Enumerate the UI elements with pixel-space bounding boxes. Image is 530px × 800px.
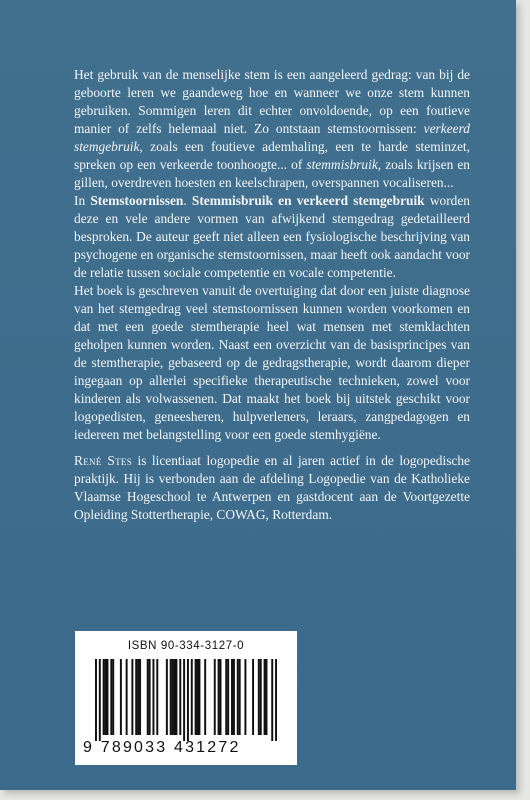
barcode-bar bbox=[195, 659, 197, 735]
barcode-bar bbox=[187, 659, 189, 741]
barcode-bar bbox=[252, 659, 254, 735]
barcode-bar bbox=[220, 659, 222, 735]
barcode-bar bbox=[105, 659, 107, 735]
barcode-bar bbox=[231, 659, 233, 735]
barcode-bar bbox=[218, 659, 220, 735]
barcode-bar bbox=[179, 659, 181, 735]
book-subtitle-ref: Stemmisbruik en verkeerd stemgebruik bbox=[191, 193, 425, 208]
barcode-bar bbox=[120, 659, 122, 735]
barcode-bar bbox=[237, 659, 239, 735]
blurb-paragraph-2: In Stemstoornissen. Stemmisbruik en verkeerd stemgebruik worden deze en vele andere vormen van afwijkend stemgedrag gedetailleerd besproken. De auteur geeft niet alleen een fysiologische beschrijving van psychogene en organische stemstoornissen, maar heeft ook aandacht voor de relatie tussen sociale competentie en vocale competentie. bbox=[74, 193, 470, 280]
barcode-bar bbox=[214, 659, 216, 735]
barcode-bar bbox=[174, 659, 176, 735]
barcode-bar bbox=[191, 659, 193, 735]
barcode-bar bbox=[131, 659, 133, 735]
barcode-bar bbox=[147, 659, 149, 735]
barcode-bar bbox=[233, 659, 235, 735]
barcode-bar bbox=[204, 659, 206, 735]
barcode-bar bbox=[227, 659, 229, 735]
blurb-paragraph-3: Het boek is geschreven vanuit de overtuiging dat door een juiste diagnose van het stemgedrag veel stemstoornissen kunnen worden voorkomen en dat met een goede stemtherapie heel wat mensen met stemklachten geholpen kunnen worden. Naast een overzicht van de basisprincipes van de stemtherapie, gebaseerd op de gedragstherapie, wordt daarom dieper ingegaan op allerlei specifieke therapeutische technieken, zowel voor kinderen als volwassenen. Dat maakt het boek bij uitstek geschikt voor logopedisten, geneesheren, hulpverleners, leraars, zangpedagogen en iedereen met belangstelling voor een goede stemhygiëne. bbox=[74, 283, 470, 442]
barcode-bar bbox=[152, 659, 154, 735]
barcode-bar bbox=[137, 659, 139, 735]
term-verkeerd-stemgebruik: verkeerd stemgebruik, bbox=[74, 121, 470, 154]
barcode-bar bbox=[264, 659, 266, 735]
barcode-bar bbox=[275, 659, 277, 741]
term-stemmisbruik: stemmisbruik, bbox=[306, 157, 382, 172]
isbn-label: ISBN 90-334-3127-0 bbox=[127, 640, 245, 652]
barcode-bar bbox=[172, 659, 174, 735]
barcode-bar bbox=[95, 659, 97, 741]
barcode-bar bbox=[170, 659, 172, 735]
barcode-bar bbox=[126, 659, 128, 735]
barcode-bar bbox=[99, 659, 101, 741]
barcode-bar bbox=[244, 659, 246, 735]
barcode-bar bbox=[139, 659, 141, 735]
author-name: René Stes bbox=[74, 453, 133, 468]
barcode-bar bbox=[112, 659, 114, 735]
barcode-bars bbox=[95, 659, 277, 741]
blurb-paragraph-1: Het gebruik van de menselijke stem is een aangeleerd gedrag: van bij de geboorte leren we gaandeweg hoe en wanneer we onze stem kunnen gebruiken. Sommigen leren dit echter onvoldoende, op een foutieve manier of zelfs helemaal niet. Zo ontstaan stemstoornissen: verkeerd stemgebruik, zoals een foutieve ademhaling, een te harde steminzet, spreken op een verkeerde toonhoogte... of stemmisbruik, zoals krijsen en gillen, overdreven hoesten en keelschrapen, overspannen vocaliseren... bbox=[74, 67, 470, 190]
barcode-bar bbox=[197, 659, 199, 735]
blurb-text bbox=[74, 66, 470, 524]
barcode-bar bbox=[225, 659, 227, 735]
barcode-bar bbox=[198, 659, 200, 735]
barcode-box bbox=[75, 631, 297, 765]
barcode-bar bbox=[110, 659, 112, 735]
barcode-bar bbox=[260, 659, 262, 735]
book-title-ref: Stemstoornissen bbox=[90, 193, 184, 208]
barcode-bar bbox=[183, 659, 185, 741]
barcode-bar bbox=[175, 659, 177, 735]
barcode-bar bbox=[135, 659, 137, 735]
barcode-bar bbox=[106, 659, 108, 735]
barcode-bar bbox=[103, 659, 105, 735]
author-bio: René Stes is licentiaat logopedie en al jaren actief in de logopedische praktijk. Hij is verbonden aan de afdeling Logopedie van de Katholieke Vlaamse Hogeschool te Antwerpen en gastdocent aan de Voortgezette Opleiding Stottertherapie, COWAG, Rotterdam. bbox=[74, 453, 470, 522]
barcode-bar bbox=[271, 659, 273, 741]
barcode-digits: 9 789033 431272 bbox=[83, 739, 241, 756]
barcode-bar bbox=[149, 659, 151, 735]
barcode-bar bbox=[239, 659, 241, 735]
barcode-bar bbox=[266, 659, 268, 735]
barcode-bar bbox=[258, 659, 260, 735]
barcode-bar bbox=[166, 659, 168, 735]
barcode-bar bbox=[156, 659, 158, 735]
